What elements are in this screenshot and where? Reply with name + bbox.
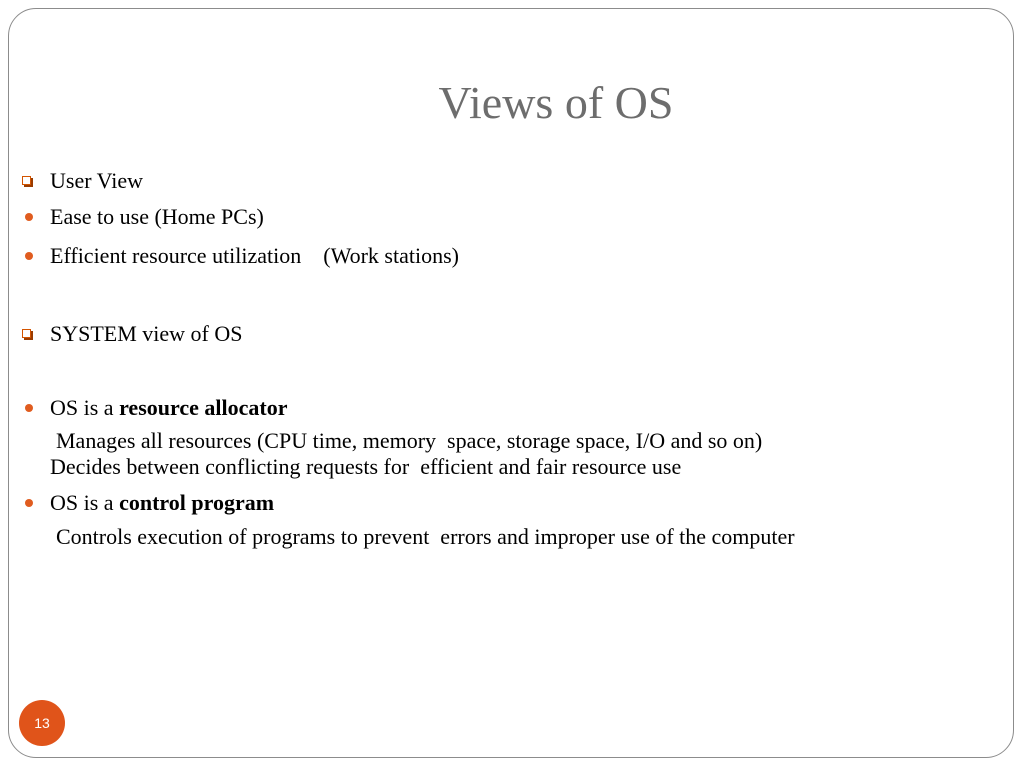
list-item-bold: control program — [119, 489, 275, 515]
description-text: Manages all resources (CPU time, memory space, storage space, I/O and so on) — [56, 427, 763, 453]
system-view-heading-text: SYSTEM view of OS — [50, 321, 243, 347]
list-item-text: Ease to use (Home PCs) — [50, 204, 264, 230]
control-program-description — [22, 524, 980, 550]
page-number-badge: 13 — [19, 700, 65, 746]
dot-bullet-icon — [25, 404, 33, 412]
resource-allocator-description-line1 — [22, 428, 980, 454]
list-item-resource-allocator — [22, 395, 980, 421]
slide-title: Views of OS — [438, 77, 674, 128]
dot-bullet-icon — [25, 499, 33, 507]
list-item-prefix: OS is a — [50, 489, 120, 515]
list-item-prefix: OS is a — [50, 394, 120, 420]
description-text: Controls execution of programs to prevent errors and improper use of the computer — [56, 524, 795, 550]
system-view-heading — [22, 321, 980, 347]
user-view-heading-text: User View — [50, 168, 143, 193]
list-item-text: Efficient resource utilization (Work stations) — [50, 242, 459, 268]
list-item-control-program — [22, 490, 980, 516]
dot-bullet-icon — [25, 252, 33, 260]
square-bullet-icon — [22, 176, 31, 185]
dot-bullet-icon — [25, 213, 33, 221]
list-item — [22, 243, 980, 269]
list-item — [22, 204, 980, 230]
description-text: Decides between conflicting requests for efficient and fair resource use — [50, 454, 682, 480]
resource-allocator-description-line2 — [22, 454, 980, 480]
list-item-bold: resource allocator — [119, 394, 288, 420]
slide-content — [22, 168, 980, 551]
square-bullet-icon — [22, 329, 31, 338]
user-view-heading — [22, 168, 980, 194]
